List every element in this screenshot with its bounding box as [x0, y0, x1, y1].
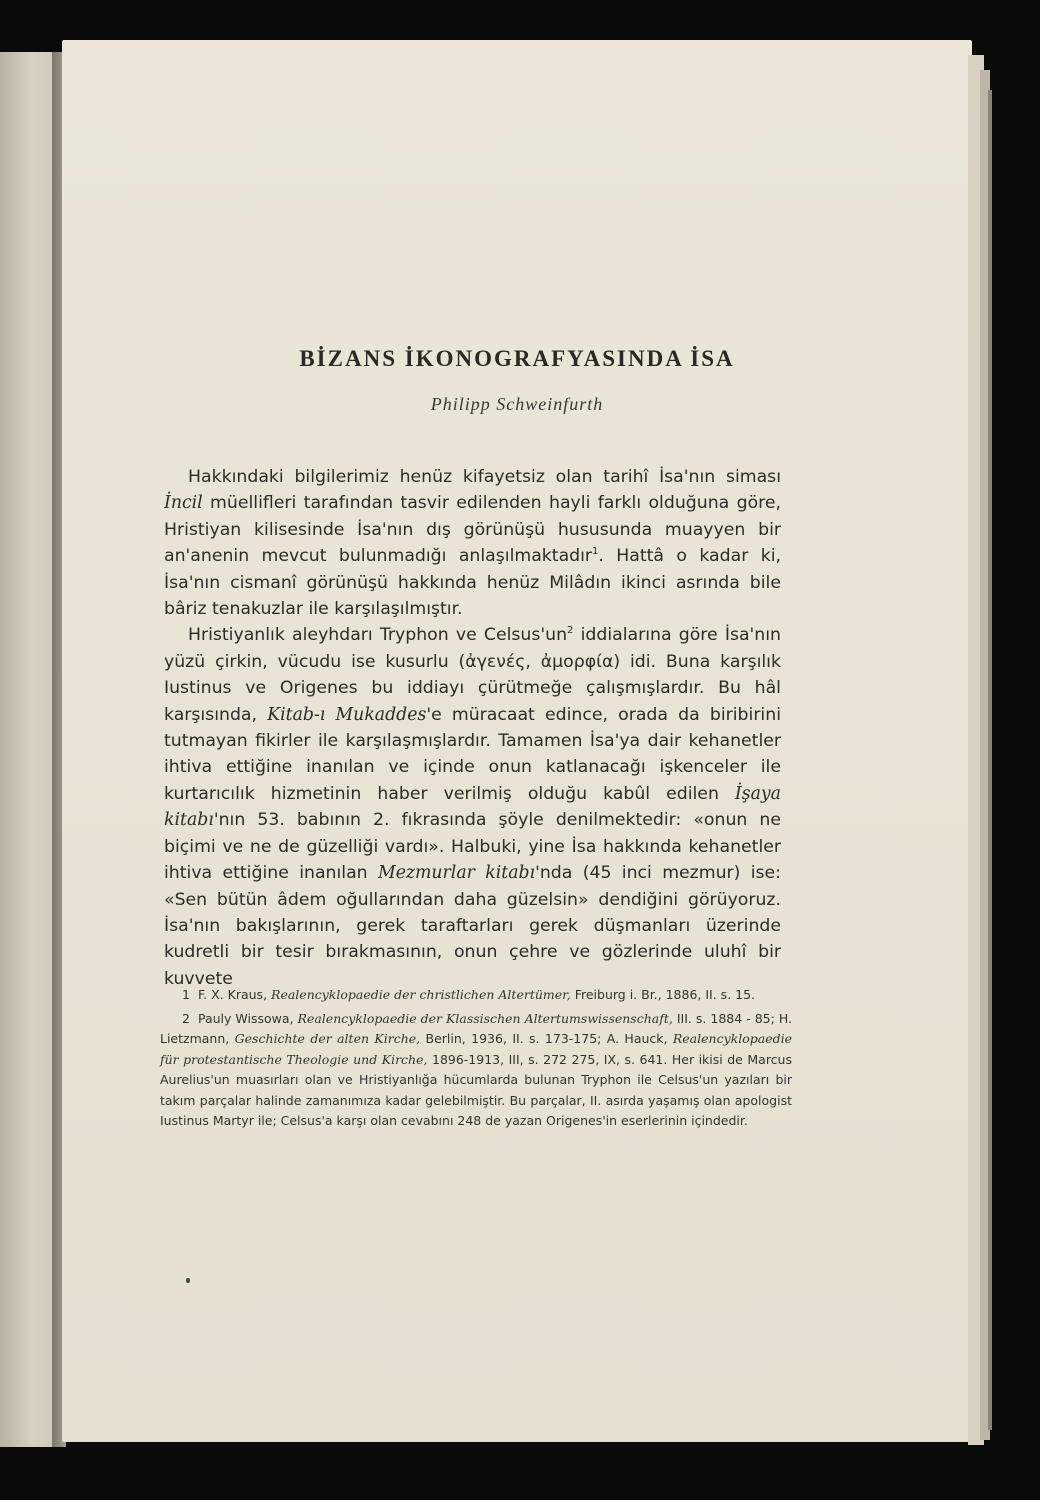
footnote — [160, 985, 792, 1006]
footnote-number: 1 — [182, 987, 190, 1002]
text-run: Freiburg i. Br., 1886, II. s. 15. — [570, 987, 756, 1002]
text-run: Pauly Wissowa, — [198, 1010, 298, 1026]
italic-run: Kitab-ı Mukaddes — [267, 704, 427, 725]
text-run: 'e müracaat edince, orada da biribirini tutmayan fikirler ile karşılaşmışlardır. Tamamen İsa'ya dair kehanetler ihtiva ettiğine inanılan ve içinde onun katlanacağı işkenceler ile kurtarıcılık hizmetinin haber verilmiş olduğu kabûl edilen — [164, 704, 781, 804]
text-run: . Hattâ o kadar ki, İsa'nın cismanî görünüşü hakkında henüz Milâdın ikinci asrında bile bâriz tenakuzlar ile karşılaşılmıştır. — [164, 546, 781, 620]
article-title: BİZANS İKONOGRAFYASINDA İSA — [299, 346, 735, 371]
text-run: III. s. 1884 - 85; H. Lietzmann, — [160, 1010, 792, 1046]
footnote-number: 2 — [182, 1010, 190, 1026]
page-edge — [988, 90, 992, 1430]
italic-run: İncil — [164, 493, 203, 514]
ink-speck — [186, 1278, 190, 1283]
footnote — [160, 1009, 792, 1132]
paragraph — [164, 464, 781, 622]
text-run: 1896-1913, III, s. 272 275, IX, s. 641. Her ikisi de Marcus Aurelius'un muasırları olan ve Hristiyanlığa hücumlarda bulunan Tryphon ile Celsus'un yazıları bir takım parçalar halinde zamanımıza kadar gelebilmiştir. Bu parçalar, II. asırda yaşamış olan apologist Iustinus Martyr ile; Celsus'a karşı olan cevabını 248 de yazan Origenes'in eserlerinin içindedir. — [160, 1051, 792, 1128]
text-run: 'nda (45 inci mezmur) ise: «Sen bütün âdem oğullarından daha güzelsin» dendiğini görüyoruz. İsa'nın bakışlarının, gerek taraftarları gerek düşmanları üzerinde kudretli bir tesir bırakmasının, onun çehre ve gözlerinde uluhî bir kuvvete — [164, 863, 781, 989]
italic-run: Geschichte der alten Kirche, — [234, 1031, 421, 1046]
paragraph — [164, 622, 781, 992]
text-run: müellifleri tarafından tasvir edilenden hayli farklı olduğuna göre, Hristiyan kilisesinde İsa'nın dış görünüşü hususunda muayyen bir an'anenin mevcut bulunmadığı anlaşılmaktadır — [164, 493, 781, 567]
footnotes — [160, 985, 792, 1135]
text-run: 'nın 53. babının 2. fıkrasında şöyle denilmektedir: «onun ne biçimi ve ne de güzelliği vardı». Halbuki, yine İsa hakkında kehanetler ihtiva ettiğine inanılan — [164, 810, 781, 884]
text-run: Hristiyanlık aleyhdarı Tryphon ve Celsus'un — [188, 625, 568, 646]
article-body — [164, 464, 781, 992]
footnote-ref: 2 — [567, 625, 574, 637]
text-run: Hakkındaki bilgilerimiz henüz kifayetsiz olan tarihî İsa'nın siması — [188, 467, 781, 487]
italic-run: Mezmurlar kitabı — [378, 863, 536, 884]
text-run: Berlin, 1936, II. s. 173-175; A. Hauck, — [420, 1031, 673, 1046]
text-run: F. X. Kraus, — [198, 987, 272, 1002]
italic-run: İşaya kitabı — [164, 783, 781, 831]
italic-run: Realencyklopaedie für protestantische Theologie und Kirche, — [160, 1031, 792, 1067]
left-page-edge — [0, 52, 58, 1447]
footnote-ref: 1 — [592, 546, 599, 558]
text-run: iddialarına göre İsa'nın yüzü çirkin, vücudu ise kusurlu (ἀγενές, ἀμορφία) idi. Buna karşılık Iustinus ve Origenes bu iddiayı çürütmeğe çalışmışlardır. Bu hâl karşısında, — [164, 625, 781, 725]
italic-run: Realencyklopaedie der Klassischen Altertumswissenschaft, — [297, 1010, 673, 1026]
italic-run: Realencyklopaedie der christlichen Altertümer, — [271, 987, 571, 1002]
article-author: Philipp Schweinfurth — [430, 394, 604, 414]
